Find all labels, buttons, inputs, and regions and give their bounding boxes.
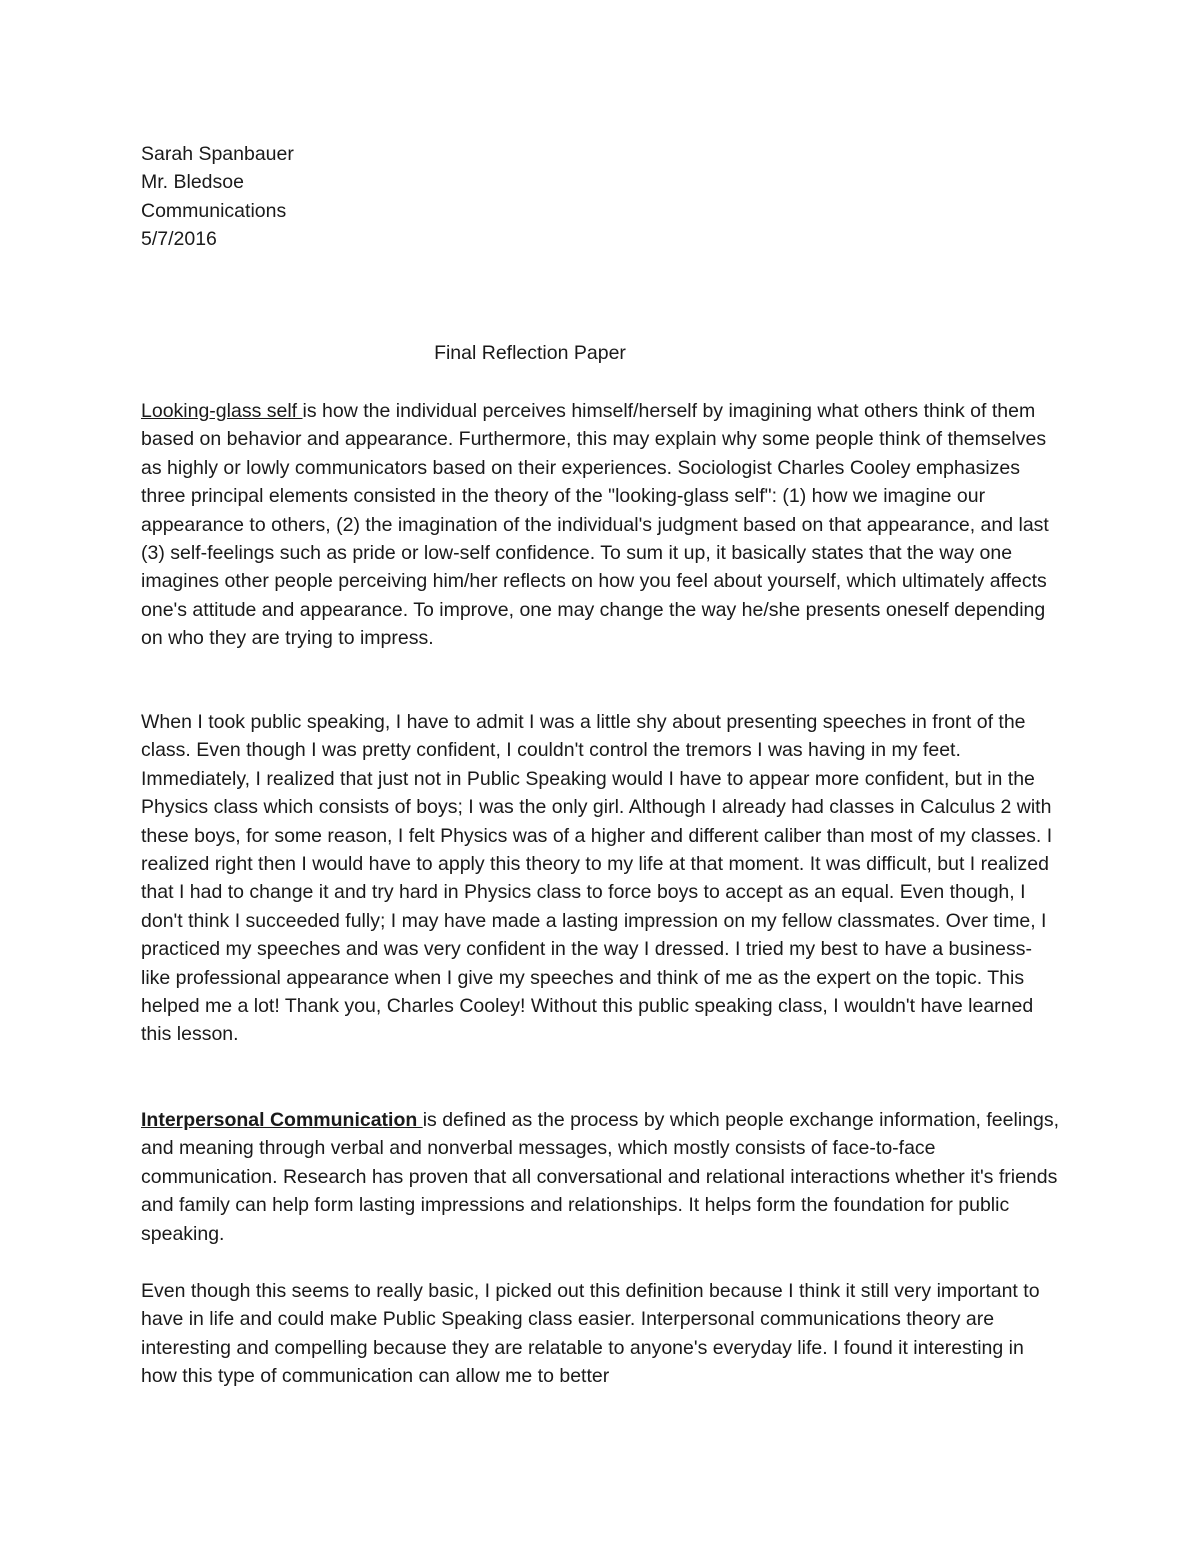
paragraph-interpersonal-communication (141, 1106, 1059, 1248)
paragraph-public-speaking-experience (141, 708, 1059, 1049)
paragraph-interpersonal-reflection (141, 1277, 1059, 1391)
paragraph-looking-glass-self (141, 397, 1059, 653)
paragraph-text: Even though this seems to really basic, I picked out this definition because I think it still very important to have in life and could make Public Speaking class easier. Interpersonal communications theory are interesting and compelling because they are relatable to anyone's everyday life. I found it interesting in how this type of communication can allow me to better (141, 1280, 1040, 1388)
paragraph-text: When I took public speaking, I have to admit I was a little shy about presenting speeches in front of the class. Even though I was pretty confident, I couldn't control the tremors I was having in my feet. Immediately, I realized that just not in Public Speaking would I have to appear more confident, but in the Physics class which consists of boys; I was the only girl. Although I already had classes in Calculus 2 with these boys, for some reason, I felt Physics was of a higher and different caliber than most of my classes. I realized right then I would have to apply this theory to my life at that moment. It was difficult, but I realized that I had to change it and try hard in Physics class to force boys to accept as an equal. Even though, I don't think I succeeded fully; I may have made a lasting impression on my fellow classmates. Over time, I practiced my speeches and was very confident in the way I dressed. I tried my best to have a business-like professional appearance when I give my speeches and think of me as the expert on the topic. This helped me a lot! Thank you, Charles Cooley! Without this public speaking class, I wouldn't have learned this lesson. (141, 711, 1053, 1046)
teacher-name: Mr. Bledsoe (141, 171, 244, 194)
paragraph-text: is defined as the process by which people exchange information, feelings, and meaning through verbal and nonverbal messages, which mostly consists of face-to-face communication. Research has proven that all conversational and relational interactions whether it's friends and family can help form lasting impressions and relationships. It helps form the foundation for public speaking. (141, 1109, 1060, 1245)
term-interpersonal-communication: Interpersonal Communication (141, 1109, 423, 1131)
header-block (141, 140, 1059, 254)
date: 5/7/2016 (141, 228, 217, 251)
paragraph-text: is how the individual perceives himself/herself by imagining what others think of them based on behavior and appearance. Furthermore, this may explain why some people think of themselves as highly or lowly communicators based on their experiences. Sociologist Charles Cooley emphasizes three principal elements consisted in the theory of the "looking-glass self": (1) how we imagine our appearance to others, (2) the imagination of the individual's judgment based on that appearance, and last (3) self-feelings such as pride or low-self confidence. To sum it up, it basically states that the way one imagines other people perceiving him/her reflects on how you feel about yourself, which ultimately affects one's attitude and appearance. To improve, one may change the way he/she presents oneself depending on who they are trying to impress. (141, 400, 1049, 650)
term-looking-glass-self: Looking-glass self (141, 400, 303, 422)
page-title: Final Reflection Paper (434, 342, 626, 364)
course-name: Communications (141, 199, 287, 222)
author-name: Sarah Spanbauer (141, 143, 294, 165)
